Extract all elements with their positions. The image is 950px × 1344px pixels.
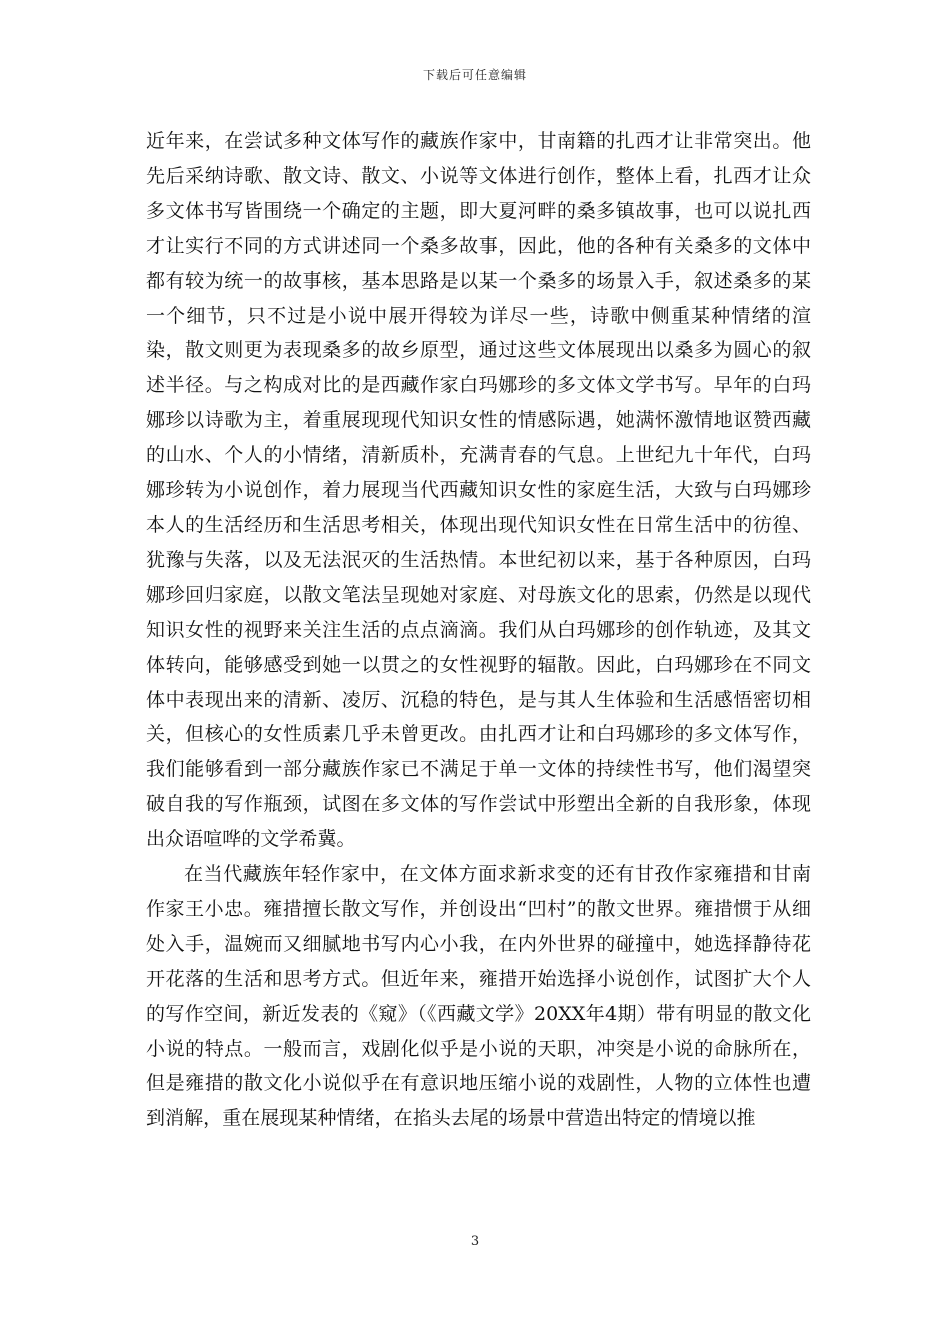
paragraph-1: 近年来，在尝试多种文体写作的藏族作家中，甘南籍的扎西才让非常突出。他先后采纳诗歌、散文诗、散文、小说等文体进行创作，整体上看，扎西才让众多文体书写皆围绕一个确定的主题，即大夏河畔的桑多镇故事，也可以说扎西才让实行不同的方式讲述同一个桑多故事，因此，他的各种有关桑多的文体中都有较为统一的故事核，基本思路是以某一个桑多的场景入手，叙述桑多的某一个细节，只不过是小说中展开得较为详尽一些，诗歌中侧重某种情绪的渲染，散文则更为表现桑多的故乡原型，通过这些文体展现出以桑多为圆心的叙述半径。与之构成对比的是西藏作家白玛娜珍的多文体文学书写。早年的白玛娜珍以诗歌为主，着重展现现代知识女性的情感际遇，她满怀激情地讴赞西藏的山水、个人的小情绪，清新质朴，充满青春的气息。上世纪九十年代，白玛娜珍转为小说创作，着力展现当代西藏知识女性的家庭生活，大致与白玛娜珍本人的生活经历和生活思考相关，体现出现代知识女性在日常生活中的彷徨、犹豫与失落，以及无法泯灭的生活热情。本世纪初以来，基于各种原因，白玛娜珍回归家庭，以散文笔法呈现她对家庭、对母族文化的思索，仍然是以现代知识女性的视野来关注生活的点点滴滴。我们从白玛娜珍的创作轨迹，及其文体转向，能够感受到她一以贯之的女性视野的辐散。因此，白玛娜珍在不同文体中表现出来的清新、凌厉、沉稳的特色，是与其人生体验和生活感悟密切相关，但核心的女性质素几乎未曾更改。由扎西才让和白玛娜珍的多文体写作，我们能够看到一部分藏族作家已不满足于单一文体的持续性书写，他们渴望突破自我的写作瓶颈，试图在多文体的写作尝试中形塑出全新的自我形象，体现出众语喧哗的文学希冀。: [146, 130, 811, 851]
paragraph-2: 在当代藏族年轻作家中，在文体方面求新求变的还有甘孜作家雍措和甘南作家王小忠。雍措擅长散文写作，并创设出“凹村”的散文世界。雍措惯于从细处入手，温婉而又细腻地书写内心小我，在内外世界的碰撞中，她选择静待花开花落的生活和思考方式。但近年来，雍措开始选择小说创作，试图扩大个人的写作空间，新近发表的《窥》（《西藏文学》20XX年4期）带有明显的散文化小说的特点。一般而言，戏剧化似乎是小说的天职，冲突是小说的命脉所在，但是雍措的散文化小说似乎在有意识地压缩小说的戏剧性，人物的立体性也遭到消解，重在展现某种情绪，在掐头去尾的场景中营造出特定的情境以推: [146, 863, 811, 1130]
page-header: 下载后可任意编辑: [422, 68, 527, 82]
page-number: 3: [470, 1234, 480, 1249]
document-body: [146, 124, 811, 1136]
